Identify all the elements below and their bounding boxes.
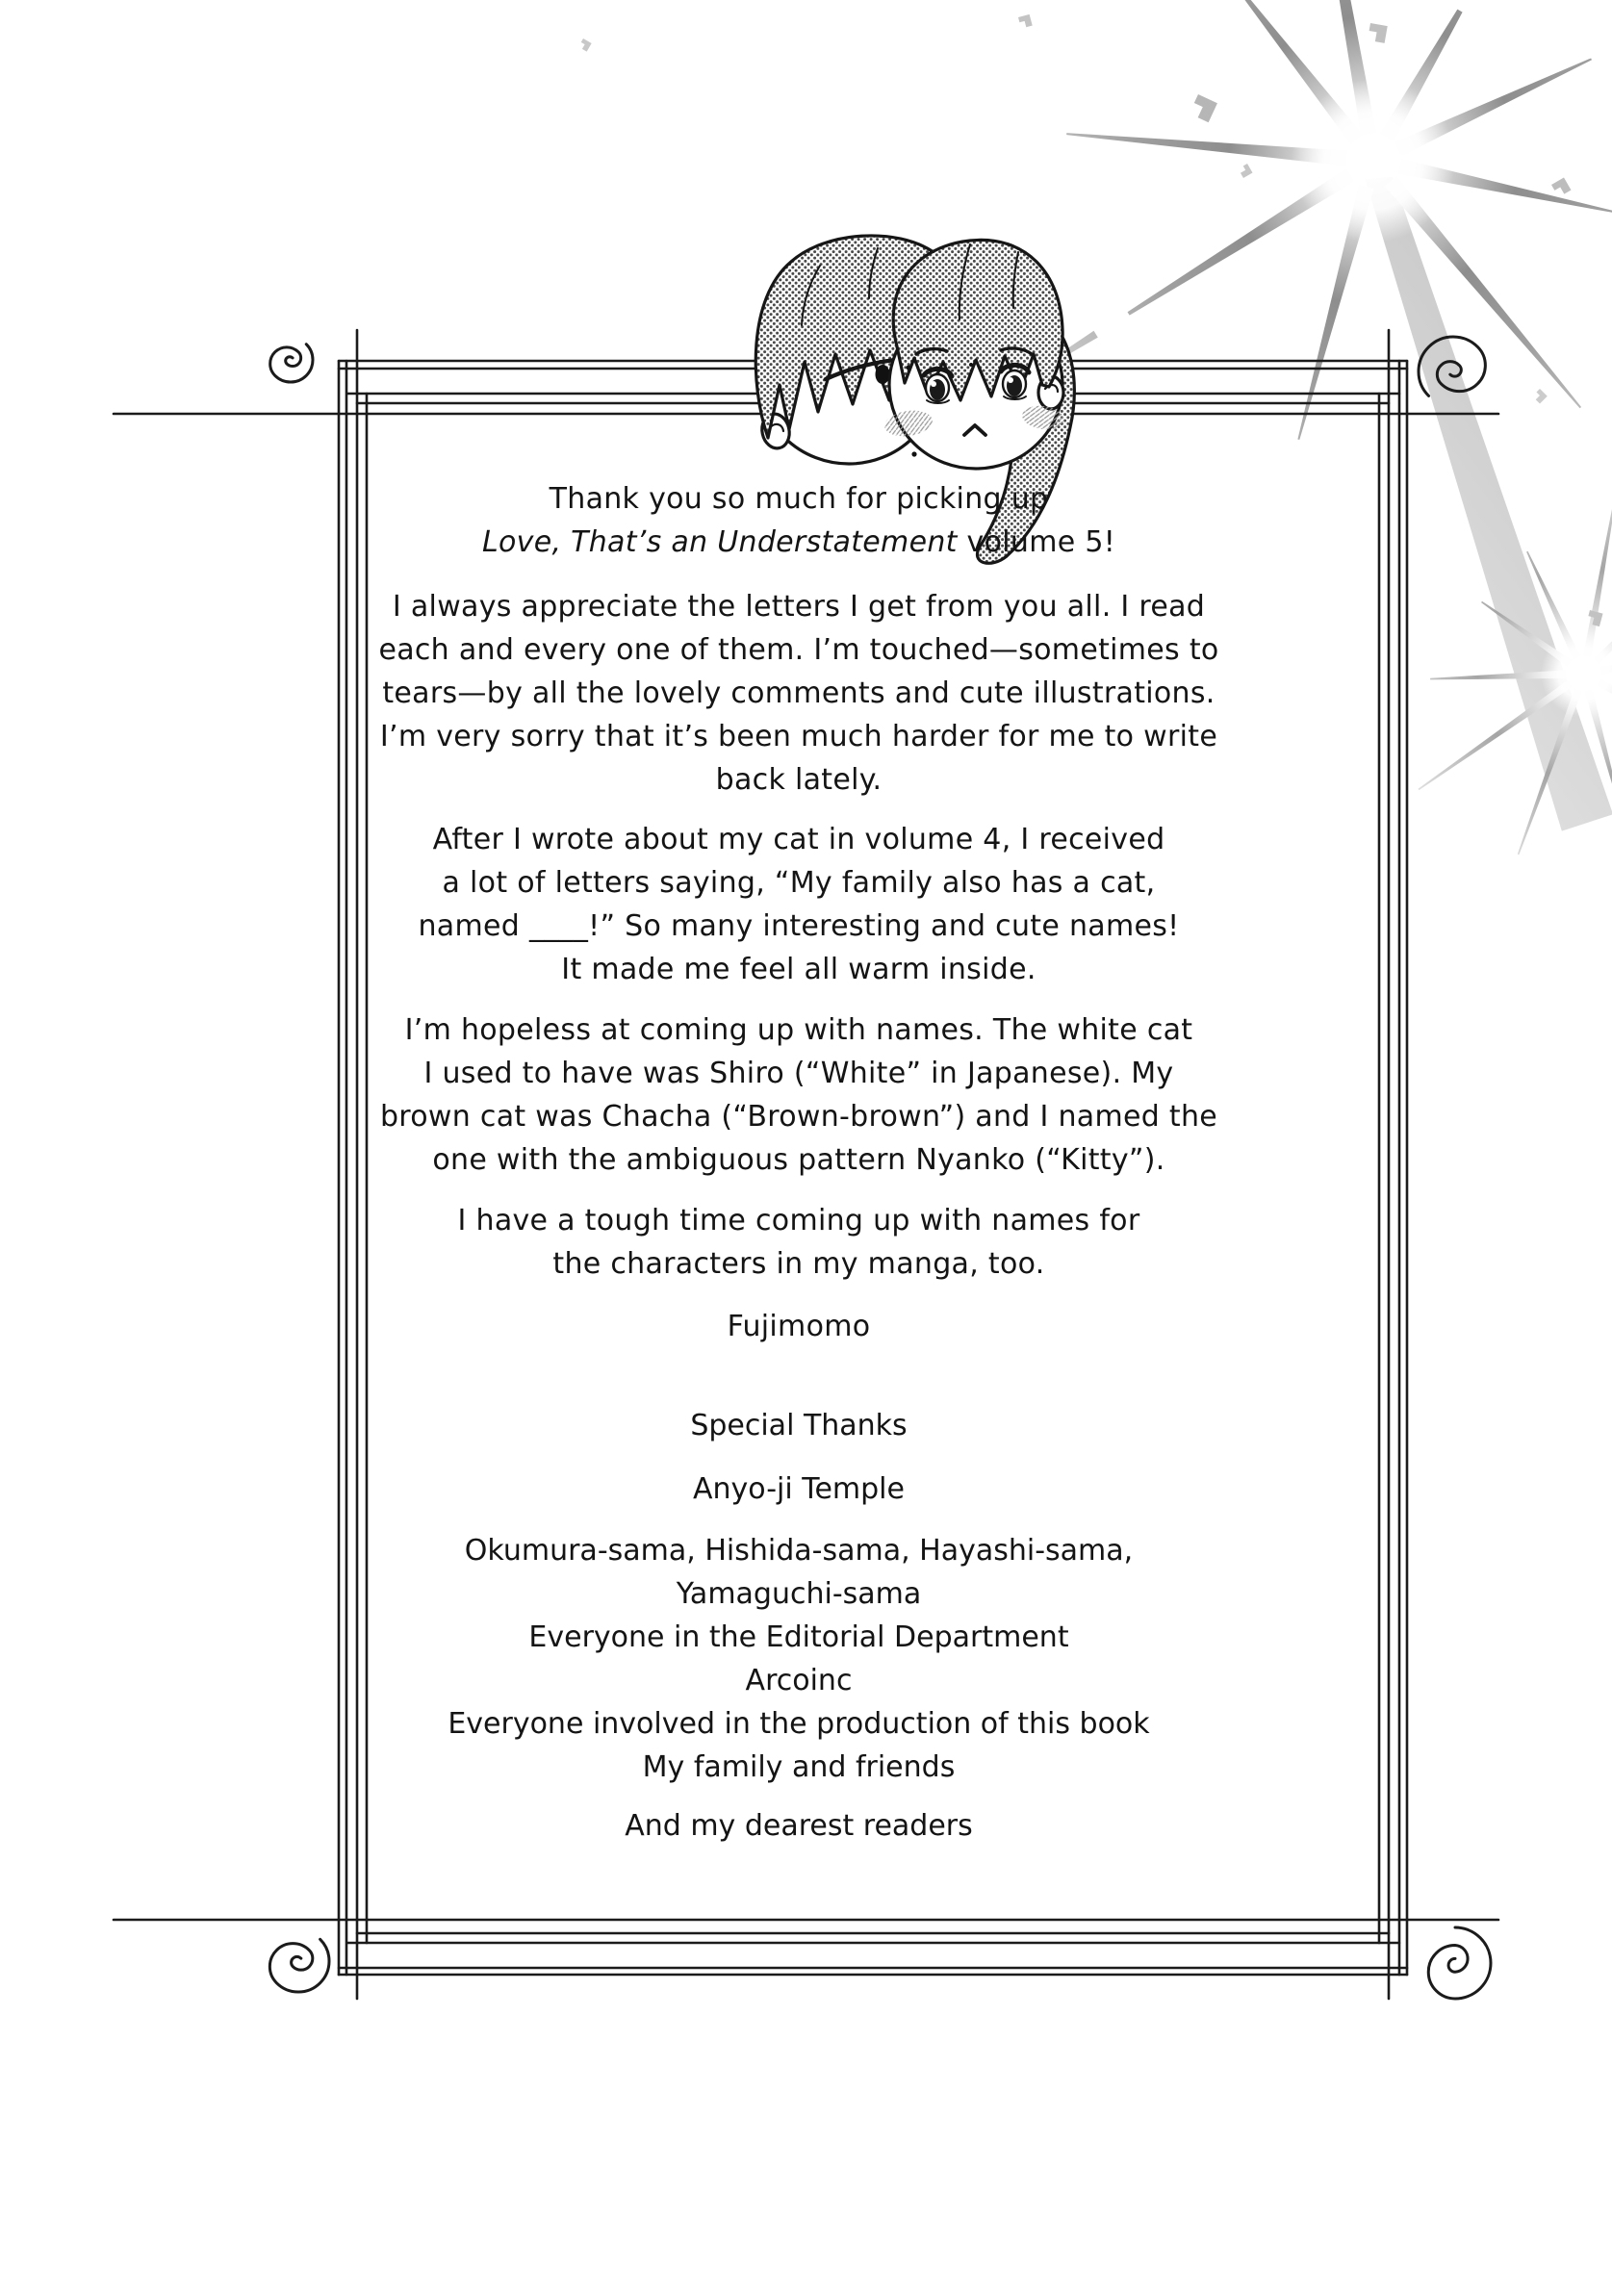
thanks-entry: Yamaguchi-sama (676, 1577, 922, 1611)
spiral-scroll-ornament-top-left (264, 333, 322, 392)
paragraph-character-names (241, 1199, 1357, 1286)
spiral-scroll-ornament-bottom-left (260, 1923, 342, 2004)
afterword-line: back lately. (715, 763, 883, 797)
thanks-entry: Everyone in the Editorial Department (528, 1620, 1069, 1654)
book-title: Love, That’s an Understatement (481, 525, 958, 559)
special-thanks-heading: Special Thanks (690, 1409, 908, 1442)
thanks-entry: Okumura-sama, Hishida-sama, Hayashi-sama, (464, 1534, 1134, 1568)
spiral-scroll-ornament-bottom-right (1428, 1927, 1491, 1999)
afterword-line: I always appreciate the letters I get from you all. I read (392, 590, 1206, 624)
afterword-line: named ____!” So many interesting and cute names! (418, 909, 1180, 943)
thanks-entry: Everyone involved in the production of this book (448, 1707, 1150, 1741)
paragraph-cat-names (241, 1008, 1357, 1182)
boy-eye (876, 365, 890, 384)
afterword-line: brown cat was Chacha (“Brown-brown”) and I named the (379, 1100, 1218, 1134)
afterword-line: each and every one of them. I’m touched—sometimes to (378, 633, 1219, 667)
thanks-entry: Arcoinc (745, 1664, 853, 1697)
afterword-line (241, 521, 1357, 564)
thanks-entry: My family and friends (642, 1750, 956, 1784)
intro-block (241, 477, 1357, 564)
afterword-line: It made me feel all warm inside. (561, 953, 1036, 986)
paragraph-cat-letters (241, 818, 1357, 991)
afterword-line: I’m hopeless at coming up with names. The white cat (404, 1013, 1193, 1047)
author-signature: Fujimomo (727, 1310, 871, 1343)
afterword-line: one with the ambiguous pattern Nyanko (“Kitty”). (432, 1143, 1165, 1177)
afterword-line: I used to have was Shiro (“White” in Japanese). My (423, 1057, 1174, 1090)
thanks-entry: Anyo-ji Temple (693, 1472, 905, 1506)
afterword-line: I’m very sorry that it’s been much harder for me to write (379, 720, 1218, 753)
thanks-entry-readers: And my dearest readers (625, 1809, 973, 1843)
paragraph-letters (241, 585, 1357, 802)
afterword-line: a lot of letters saying, “My family also has a cat, (442, 866, 1156, 900)
book-title-volume: volume 5! (957, 525, 1116, 559)
afterword-line: I have a tough time coming up with names for (457, 1204, 1140, 1237)
afterword-line: tears—by all the lovely comments and cute illustrations. (382, 676, 1215, 710)
afterword-line: the characters in my manga, too. (552, 1247, 1045, 1281)
afterword-line: Thank you so much for picking up (549, 482, 1049, 516)
afterword-line: After I wrote about my cat in volume 4, I received (432, 823, 1165, 856)
